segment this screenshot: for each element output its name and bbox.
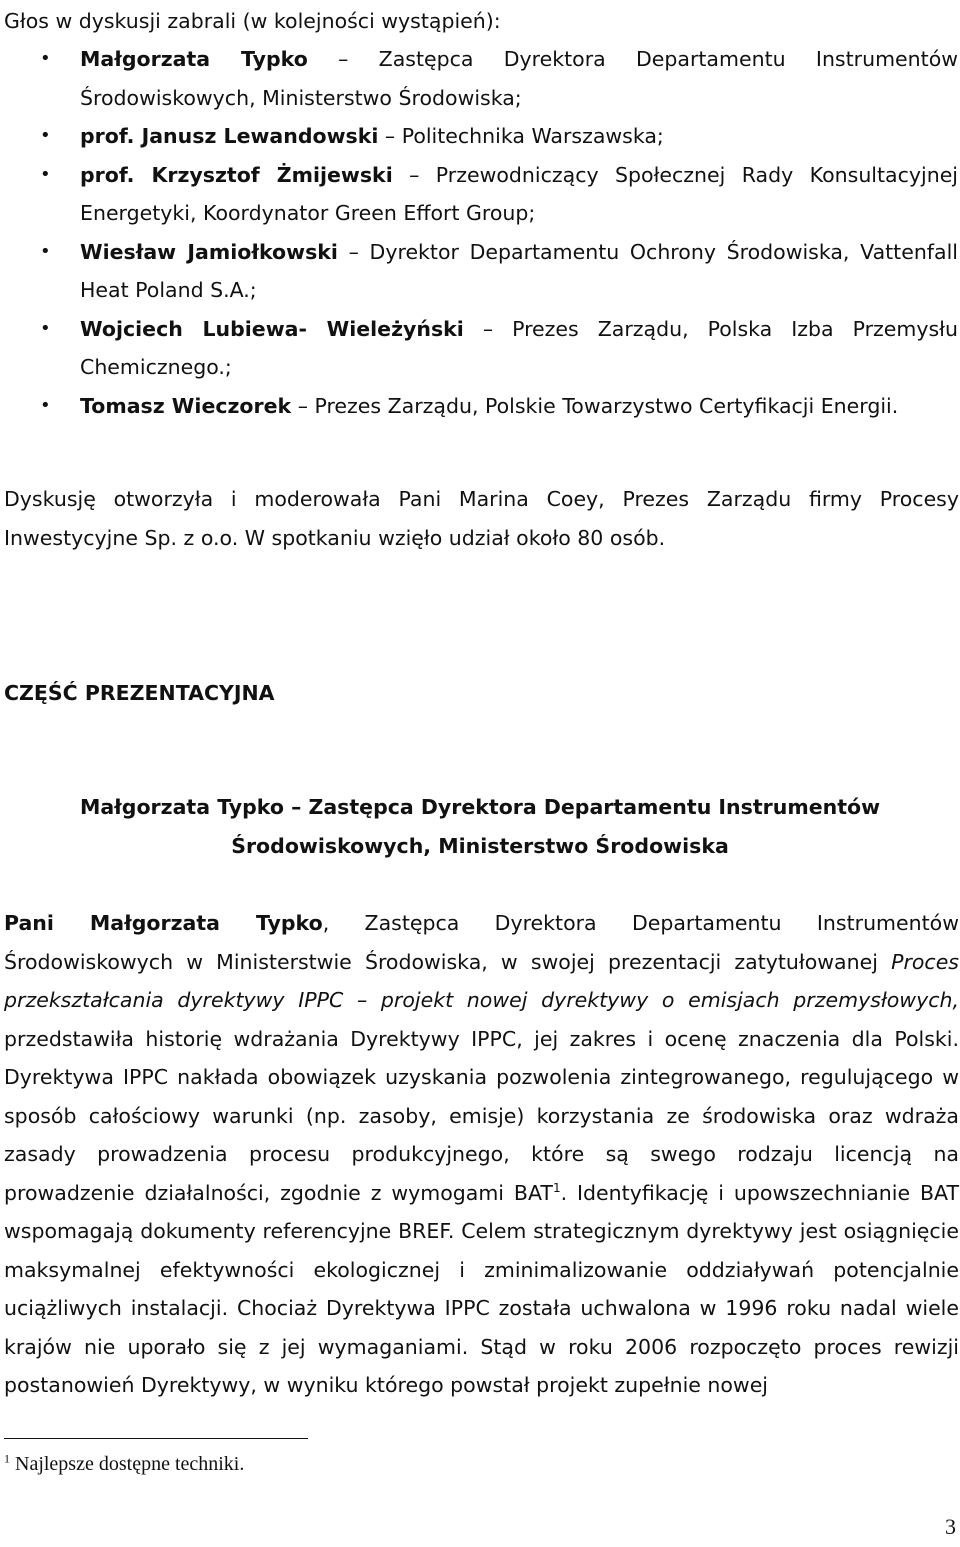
speaker-name: prof. Janusz Lewandowski	[80, 124, 379, 148]
speaker-description: – Zastępca Dyrektora Departamentu Instrumentów Środowiskowych, Ministerstwo Środowiska;	[80, 47, 958, 110]
speaker-name: Wiesław Jamiołkowski	[80, 239, 338, 264]
list-item	[0, 310, 958, 387]
speaker-description: – Politechnika Warszawska;	[378, 124, 664, 148]
speaker-description: – Prezes Zarządu, Polskie Towarzystwo Certyfikacji Energii.	[291, 393, 899, 418]
footnote-divider	[4, 1438, 308, 1439]
discussion-paragraph: Dyskusję otworzyła i moderowała Pani Marina Coey, Prezes Zarządu firmy Procesy Inwestycyjne Sp. z o.o. W spotkaniu wzięło udział około 80 osób.	[4, 487, 959, 550]
bullet-icon: •	[40, 394, 51, 416]
list-item	[0, 156, 958, 233]
speaker-description: – Przewodniczący Społecznej Rady Konsultacyjnej Energetyki, Koordynator Green Effort Group;	[80, 162, 959, 225]
bullet-icon: •	[40, 163, 51, 185]
bullet-icon: •	[40, 317, 51, 339]
speaker-name: Małgorzata Typko	[80, 47, 308, 71]
intro-text: Głos w dyskusji zabrali (w kolejności wystąpień):	[4, 9, 501, 33]
body-paragraph	[4, 904, 959, 1405]
bullet-icon: •	[40, 48, 51, 69]
footnote-text: Najlepsze dostępne techniki.	[10, 1453, 245, 1475]
body-text-1: , Zastępca Dyrektora Departamentu Instrumentów Środowiskowych w Ministerstwie Środowiska, w swojej prezentacji zatytułowanej	[4, 911, 959, 974]
list-item	[0, 117, 958, 156]
footnote	[4, 1450, 244, 1478]
footnote-number: 1	[4, 1451, 10, 1466]
speaker-list	[0, 40, 958, 425]
presentation-title: Małgorzata Typko – Zastępca Dyrektora Departamentu Instrumentów Środowiskowych, Ministerstwo Środowiska	[79, 795, 881, 858]
list-item	[0, 387, 958, 426]
body-text-2: przedstawiła historię wdrażania Dyrektywy IPPC, jej zakres i ocenę znaczenia dla Polski. Dyrektywa IPPC nakłada obowiązek uzyskania pozwolenia zintegrowanego, regulującego w sposób całościowy warunki (np. zasoby, emisje) korzystania ze środowiska oraz wdraża zasady prowadzenia procesu produkcyjnego, które są swego rodzaju licencją na prowadzenie działalności, zgodnie z wymogami BAT	[4, 1026, 959, 1205]
list-item	[0, 40, 958, 117]
speaker-description: – Dyrektor Departamentu Ochrony Środowiska, Vattenfall Heat Poland S.A.;	[80, 239, 958, 302]
speaker-name: prof. Krzysztof Żmijewski	[80, 162, 393, 187]
body-lead-name: Pani Małgorzata Typko	[4, 911, 323, 935]
bullet-icon: •	[40, 240, 51, 262]
body-text-3: . Identyfikację i upowszechnianie BAT wspomagają dokumenty referencyjne BREF. Celem strategicznym dyrektywy jest osiągnięcie maksymalnej efektywności ekologicznej i zminimalizowanie oddziaływań potencjalnie uciążliwych instalacji. Chociaż Dyrektywa IPPC została uchwalona w 1996 roku nadal wiele krajów nie uporało się z jej wymaganiami. Stąd w roku 2006 rozpoczęto proces rewizji postanowień Dyrektywy, w wyniku którego powstał projekt zupełnie nowej	[4, 1180, 959, 1397]
presentation-italic-title: Proces przekształcania dyrektywy IPPC – projekt nowej dyrektywy o emisjach przemysłowych,	[4, 949, 959, 1012]
speaker-name: Wojciech Lubiewa- Wieleżyński	[80, 316, 464, 341]
speaker-description: – Prezes Zarządu, Polska Izba Przemysłu Chemicznego.;	[80, 316, 958, 379]
list-item	[0, 233, 958, 310]
page-number: 3	[945, 1514, 956, 1539]
speaker-name: Tomasz Wieczorek	[80, 393, 292, 418]
footnote-reference: 1	[552, 1180, 561, 1195]
section-heading: CZĘŚĆ PREZENTACYJNA	[4, 681, 275, 705]
bullet-icon: •	[40, 125, 51, 146]
